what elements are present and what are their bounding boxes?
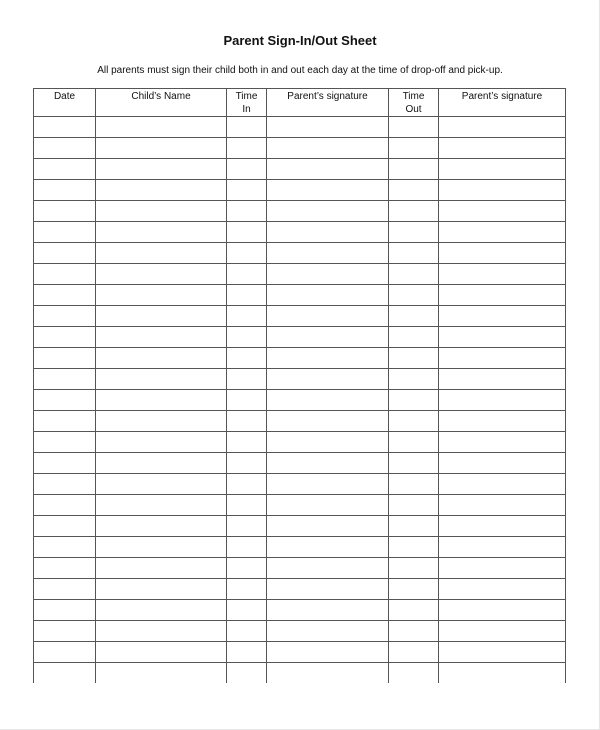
parent-signature-out-cell <box>439 600 566 621</box>
parent-signature-in-cell <box>267 495 389 516</box>
parent-signature-in-cell <box>267 222 389 243</box>
parent-signature-in-cell <box>267 600 389 621</box>
childs-name-cell <box>96 411 227 432</box>
parent-signature-out-cell <box>439 621 566 642</box>
time-in-cell <box>227 264 267 285</box>
date-cell <box>34 327 96 348</box>
time-out-cell <box>389 180 439 201</box>
time-out-cell <box>389 453 439 474</box>
childs-name-cell <box>96 516 227 537</box>
table-row <box>34 285 566 306</box>
parent-signature-in-cell <box>267 348 389 369</box>
column-header-time-in-line1: Time <box>235 91 258 102</box>
time-in-cell <box>227 579 267 600</box>
childs-name-cell <box>96 390 227 411</box>
date-cell <box>34 474 96 495</box>
parent-signature-in-cell <box>267 411 389 432</box>
table-header-row <box>34 89 566 117</box>
parent-signature-out-cell <box>439 264 566 285</box>
time-out-cell <box>389 474 439 495</box>
parent-signature-in-cell <box>267 516 389 537</box>
parent-signature-in-cell <box>267 327 389 348</box>
time-out-cell <box>389 264 439 285</box>
parent-signature-out-cell <box>439 663 566 684</box>
date-cell <box>34 600 96 621</box>
date-cell <box>34 495 96 516</box>
date-cell <box>34 537 96 558</box>
parent-signature-in-cell <box>267 180 389 201</box>
childs-name-cell <box>96 222 227 243</box>
parent-signature-in-cell <box>267 243 389 264</box>
table-row <box>34 453 566 474</box>
parent-signature-out-cell <box>439 306 566 327</box>
time-in-cell <box>227 453 267 474</box>
time-in-cell <box>227 222 267 243</box>
date-cell <box>34 642 96 663</box>
parent-signature-in-cell <box>267 579 389 600</box>
parent-signature-in-cell <box>267 369 389 390</box>
childs-name-cell <box>96 600 227 621</box>
parent-signature-in-cell <box>267 264 389 285</box>
childs-name-cell <box>96 201 227 222</box>
table-row <box>34 600 566 621</box>
date-cell <box>34 348 96 369</box>
parent-signature-out-cell <box>439 558 566 579</box>
childs-name-cell <box>96 243 227 264</box>
date-cell <box>34 138 96 159</box>
column-header-time-out-line1: Time <box>402 91 425 102</box>
date-cell <box>34 264 96 285</box>
table-row <box>34 348 566 369</box>
date-cell <box>34 222 96 243</box>
time-in-cell <box>227 600 267 621</box>
time-out-cell <box>389 537 439 558</box>
time-in-cell <box>227 348 267 369</box>
table-row <box>34 159 566 180</box>
table-row <box>34 558 566 579</box>
parent-signature-out-cell <box>439 579 566 600</box>
parent-signature-in-cell <box>267 117 389 138</box>
childs-name-cell <box>96 474 227 495</box>
table-row <box>34 243 566 264</box>
column-header-time-in-line2: In <box>242 104 251 115</box>
parent-signature-out-cell <box>439 159 566 180</box>
childs-name-cell <box>96 537 227 558</box>
time-out-cell <box>389 285 439 306</box>
date-cell <box>34 369 96 390</box>
date-cell <box>34 117 96 138</box>
table-row <box>34 474 566 495</box>
parent-signature-out-cell <box>439 516 566 537</box>
time-out-cell <box>389 642 439 663</box>
parent-signature-out-cell <box>439 222 566 243</box>
childs-name-cell <box>96 495 227 516</box>
column-header-time-out <box>389 89 439 117</box>
parent-signature-in-cell <box>267 474 389 495</box>
parent-signature-in-cell <box>267 306 389 327</box>
parent-signature-in-cell <box>267 432 389 453</box>
parent-signature-out-cell <box>439 369 566 390</box>
table-row <box>34 411 566 432</box>
parent-signature-in-cell <box>267 285 389 306</box>
time-in-cell <box>227 117 267 138</box>
table-row <box>34 264 566 285</box>
date-cell <box>34 453 96 474</box>
parent-signature-out-cell <box>439 495 566 516</box>
parent-signature-out-cell <box>439 432 566 453</box>
column-header-childs-name-label: Child’s Name <box>131 91 191 102</box>
time-in-cell <box>227 159 267 180</box>
parent-signature-in-cell <box>267 663 389 684</box>
date-cell <box>34 390 96 411</box>
childs-name-cell <box>96 642 227 663</box>
time-out-cell <box>389 579 439 600</box>
date-cell <box>34 411 96 432</box>
parent-signature-out-cell <box>439 453 566 474</box>
childs-name-cell <box>96 663 227 684</box>
parent-signature-out-cell <box>439 642 566 663</box>
time-in-cell <box>227 558 267 579</box>
time-out-cell <box>389 306 439 327</box>
date-cell <box>34 558 96 579</box>
date-cell <box>34 180 96 201</box>
date-cell <box>34 432 96 453</box>
time-out-cell <box>389 117 439 138</box>
table-row <box>34 369 566 390</box>
time-in-cell <box>227 180 267 201</box>
table-row <box>34 579 566 600</box>
time-in-cell <box>227 138 267 159</box>
time-in-cell <box>227 369 267 390</box>
table-row <box>34 327 566 348</box>
table-row <box>34 621 566 642</box>
time-out-cell <box>389 243 439 264</box>
time-out-cell <box>389 495 439 516</box>
time-in-cell <box>227 432 267 453</box>
childs-name-cell <box>96 621 227 642</box>
time-in-cell <box>227 306 267 327</box>
table-row <box>34 180 566 201</box>
childs-name-cell <box>96 264 227 285</box>
table-row <box>34 516 566 537</box>
time-out-cell <box>389 159 439 180</box>
time-in-cell <box>227 474 267 495</box>
column-header-parent-signature-in-label: Parent’s signature <box>287 91 368 102</box>
table-body <box>34 117 566 684</box>
childs-name-cell <box>96 117 227 138</box>
time-out-cell <box>389 432 439 453</box>
table-row <box>34 306 566 327</box>
table-row <box>34 138 566 159</box>
time-out-cell <box>389 369 439 390</box>
parent-signature-out-cell <box>439 474 566 495</box>
date-cell <box>34 306 96 327</box>
date-cell <box>34 285 96 306</box>
date-cell <box>34 621 96 642</box>
table-row <box>34 117 566 138</box>
time-out-cell <box>389 411 439 432</box>
childs-name-cell <box>96 432 227 453</box>
time-in-cell <box>227 201 267 222</box>
time-out-cell <box>389 621 439 642</box>
time-out-cell <box>389 222 439 243</box>
childs-name-cell <box>96 348 227 369</box>
column-header-childs-name <box>96 89 227 117</box>
column-header-parent-signature-in <box>267 89 389 117</box>
childs-name-cell <box>96 579 227 600</box>
parent-signature-out-cell <box>439 348 566 369</box>
childs-name-cell <box>96 453 227 474</box>
table-row <box>34 222 566 243</box>
column-header-date-label: Date <box>53 91 76 102</box>
time-in-cell <box>227 390 267 411</box>
date-cell <box>34 159 96 180</box>
parent-signature-out-cell <box>439 411 566 432</box>
parent-signature-out-cell <box>439 390 566 411</box>
time-in-cell <box>227 411 267 432</box>
table-row <box>34 390 566 411</box>
parent-signature-out-cell <box>439 537 566 558</box>
childs-name-cell <box>96 558 227 579</box>
column-header-time-out-line2: Out <box>405 104 422 115</box>
date-cell <box>34 516 96 537</box>
table-row <box>34 663 566 684</box>
childs-name-cell <box>96 369 227 390</box>
parent-signature-in-cell <box>267 642 389 663</box>
column-header-time-in <box>227 89 267 117</box>
childs-name-cell <box>96 327 227 348</box>
time-out-cell <box>389 327 439 348</box>
childs-name-cell <box>96 180 227 201</box>
parent-signature-in-cell <box>267 201 389 222</box>
time-in-cell <box>227 663 267 684</box>
parent-signature-in-cell <box>267 390 389 411</box>
parent-signature-out-cell <box>439 285 566 306</box>
time-out-cell <box>389 600 439 621</box>
childs-name-cell <box>96 285 227 306</box>
parent-signature-out-cell <box>439 180 566 201</box>
time-out-cell <box>389 663 439 684</box>
time-out-cell <box>389 390 439 411</box>
time-out-cell <box>389 201 439 222</box>
parent-signature-out-cell <box>439 117 566 138</box>
parent-signature-in-cell <box>267 537 389 558</box>
parent-signature-out-cell <box>439 243 566 264</box>
parent-signature-in-cell <box>267 453 389 474</box>
table-row <box>34 537 566 558</box>
time-in-cell <box>227 243 267 264</box>
childs-name-cell <box>96 138 227 159</box>
column-header-parent-signature-out-label: Parent’s signature <box>461 91 543 102</box>
table-row <box>34 495 566 516</box>
time-in-cell <box>227 285 267 306</box>
parent-signature-out-cell <box>439 138 566 159</box>
parent-signature-in-cell <box>267 138 389 159</box>
document-instructions: All parents must sign their child both in and out each day at the time of drop-off and pick-up. <box>97 65 503 76</box>
time-in-cell <box>227 516 267 537</box>
time-in-cell <box>227 621 267 642</box>
parent-signature-in-cell <box>267 621 389 642</box>
date-cell <box>34 663 96 684</box>
date-cell <box>34 243 96 264</box>
time-out-cell <box>389 558 439 579</box>
parent-signature-out-cell <box>439 201 566 222</box>
column-header-parent-signature-out <box>439 89 566 117</box>
parent-signature-in-cell <box>267 159 389 180</box>
date-cell <box>34 201 96 222</box>
table-row <box>34 642 566 663</box>
childs-name-cell <box>96 159 227 180</box>
column-header-date <box>34 89 96 117</box>
sign-in-out-table <box>33 88 566 683</box>
time-out-cell <box>389 138 439 159</box>
document-title: Parent Sign-In/Out Sheet <box>223 33 377 48</box>
childs-name-cell <box>96 306 227 327</box>
date-cell <box>34 579 96 600</box>
parent-signature-in-cell <box>267 558 389 579</box>
time-in-cell <box>227 495 267 516</box>
table-row <box>34 201 566 222</box>
time-in-cell <box>227 327 267 348</box>
time-out-cell <box>389 348 439 369</box>
table-row <box>34 432 566 453</box>
time-in-cell <box>227 537 267 558</box>
time-out-cell <box>389 516 439 537</box>
parent-signature-out-cell <box>439 327 566 348</box>
time-in-cell <box>227 642 267 663</box>
